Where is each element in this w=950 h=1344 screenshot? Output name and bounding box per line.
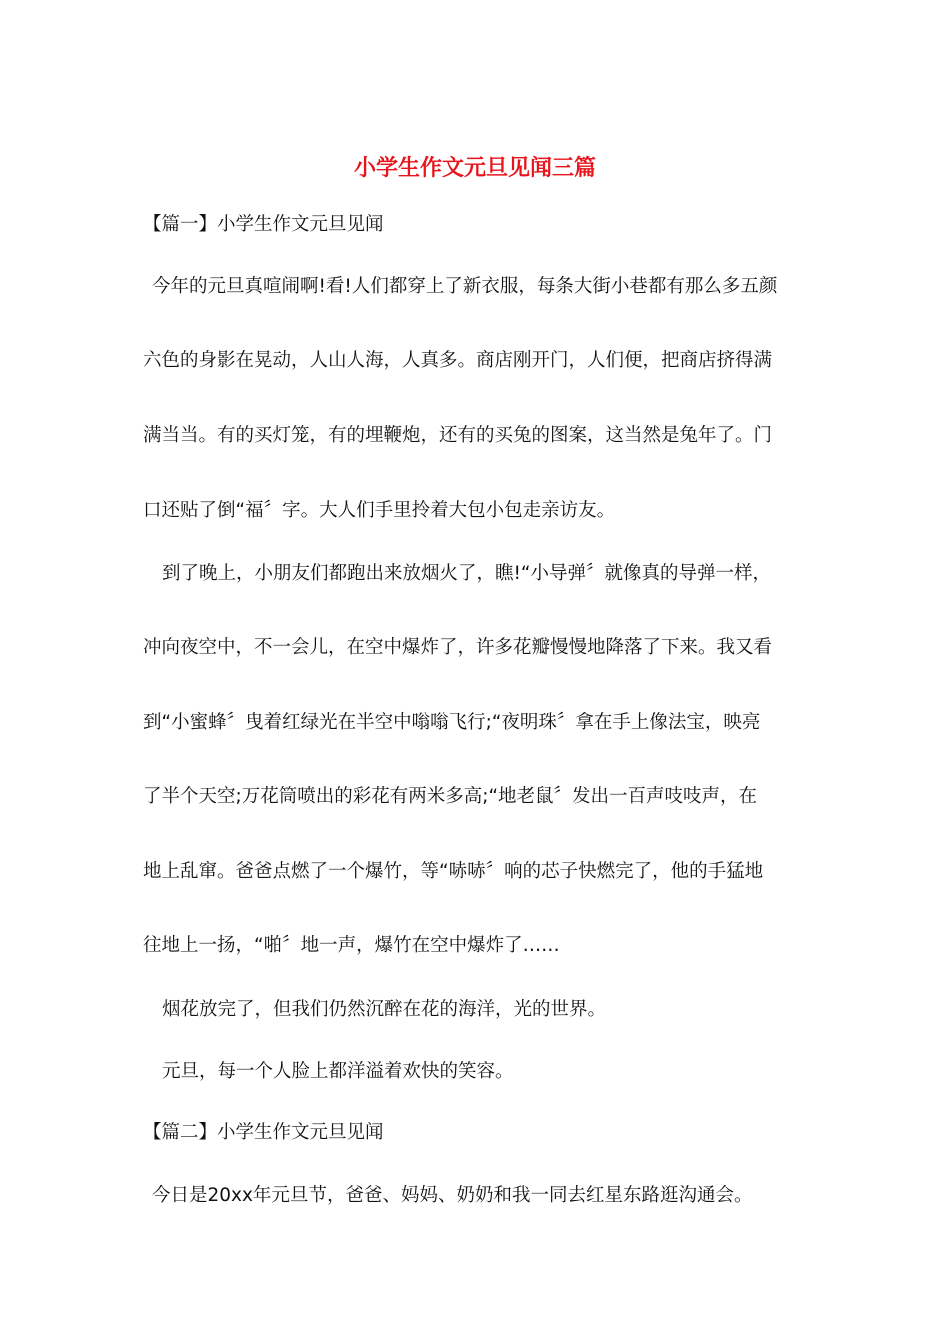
paragraph-line: 了半个天空;万花筒喷出的彩花有两米多高;“地老鼠〞发出一百声吱吱声，在: [143, 786, 758, 807]
paragraph-line: 冲向夜空中，不一会儿，在空中爆炸了，许多花瓣慢慢地降落了下来。我又看: [143, 637, 773, 658]
paragraph-line: 地上乱窜。爸爸点燃了一个爆竹，等“哧哧〞响的芯子快燃完了，他的手猛地: [143, 861, 764, 882]
paragraph-line: 六色的身影在晃动，人山人海，人真多。商店刚开门，人们便，把商店挤得满: [143, 350, 773, 371]
paragraph-line: 今年的元旦真喧闹啊!看!人们都穿上了新衣服，每条大街小巷都有那么多五颜: [152, 276, 778, 297]
document-title: 小学生作文元旦见闻三篇: [353, 155, 596, 181]
section-heading-1: 【篇一】小学生作文元旦见闻: [143, 214, 384, 235]
section-heading-2: 【篇二】小学生作文元旦见闻: [143, 1122, 384, 1143]
paragraph-line: 今日是20xx年元旦节，爸爸、妈妈、奶奶和我一同去红星东路逛沟通会。: [152, 1185, 753, 1206]
paragraph-line: 到了晚上，小朋友们都跑出来放烟火了，瞧!“小导弹〞就像真的导弹一样，: [162, 563, 772, 584]
paragraph-line: 往地上一扬，“啪〞地一声，爆竹在空中爆炸了……: [143, 935, 560, 956]
paragraph-line: 烟花放完了，但我们仍然沉醉在花的海洋，光的世界。: [162, 999, 607, 1020]
paragraph-line: 满当当。有的买灯笼，有的埋鞭炮，还有的买兔的图案，这当然是兔年了。门: [143, 425, 773, 446]
paragraph-line: 口还贴了倒“福〞字。大人们手里拎着大包小包走亲访友。: [143, 500, 616, 521]
paragraph-line: 到“小蜜蜂〞曳着红绿光在半空中嗡嗡飞行;“夜明珠〞拿在手上像法宝，映亮: [143, 712, 761, 733]
paragraph-line: 元旦，每一个人脸上都洋溢着欢快的笑容。: [162, 1061, 514, 1082]
